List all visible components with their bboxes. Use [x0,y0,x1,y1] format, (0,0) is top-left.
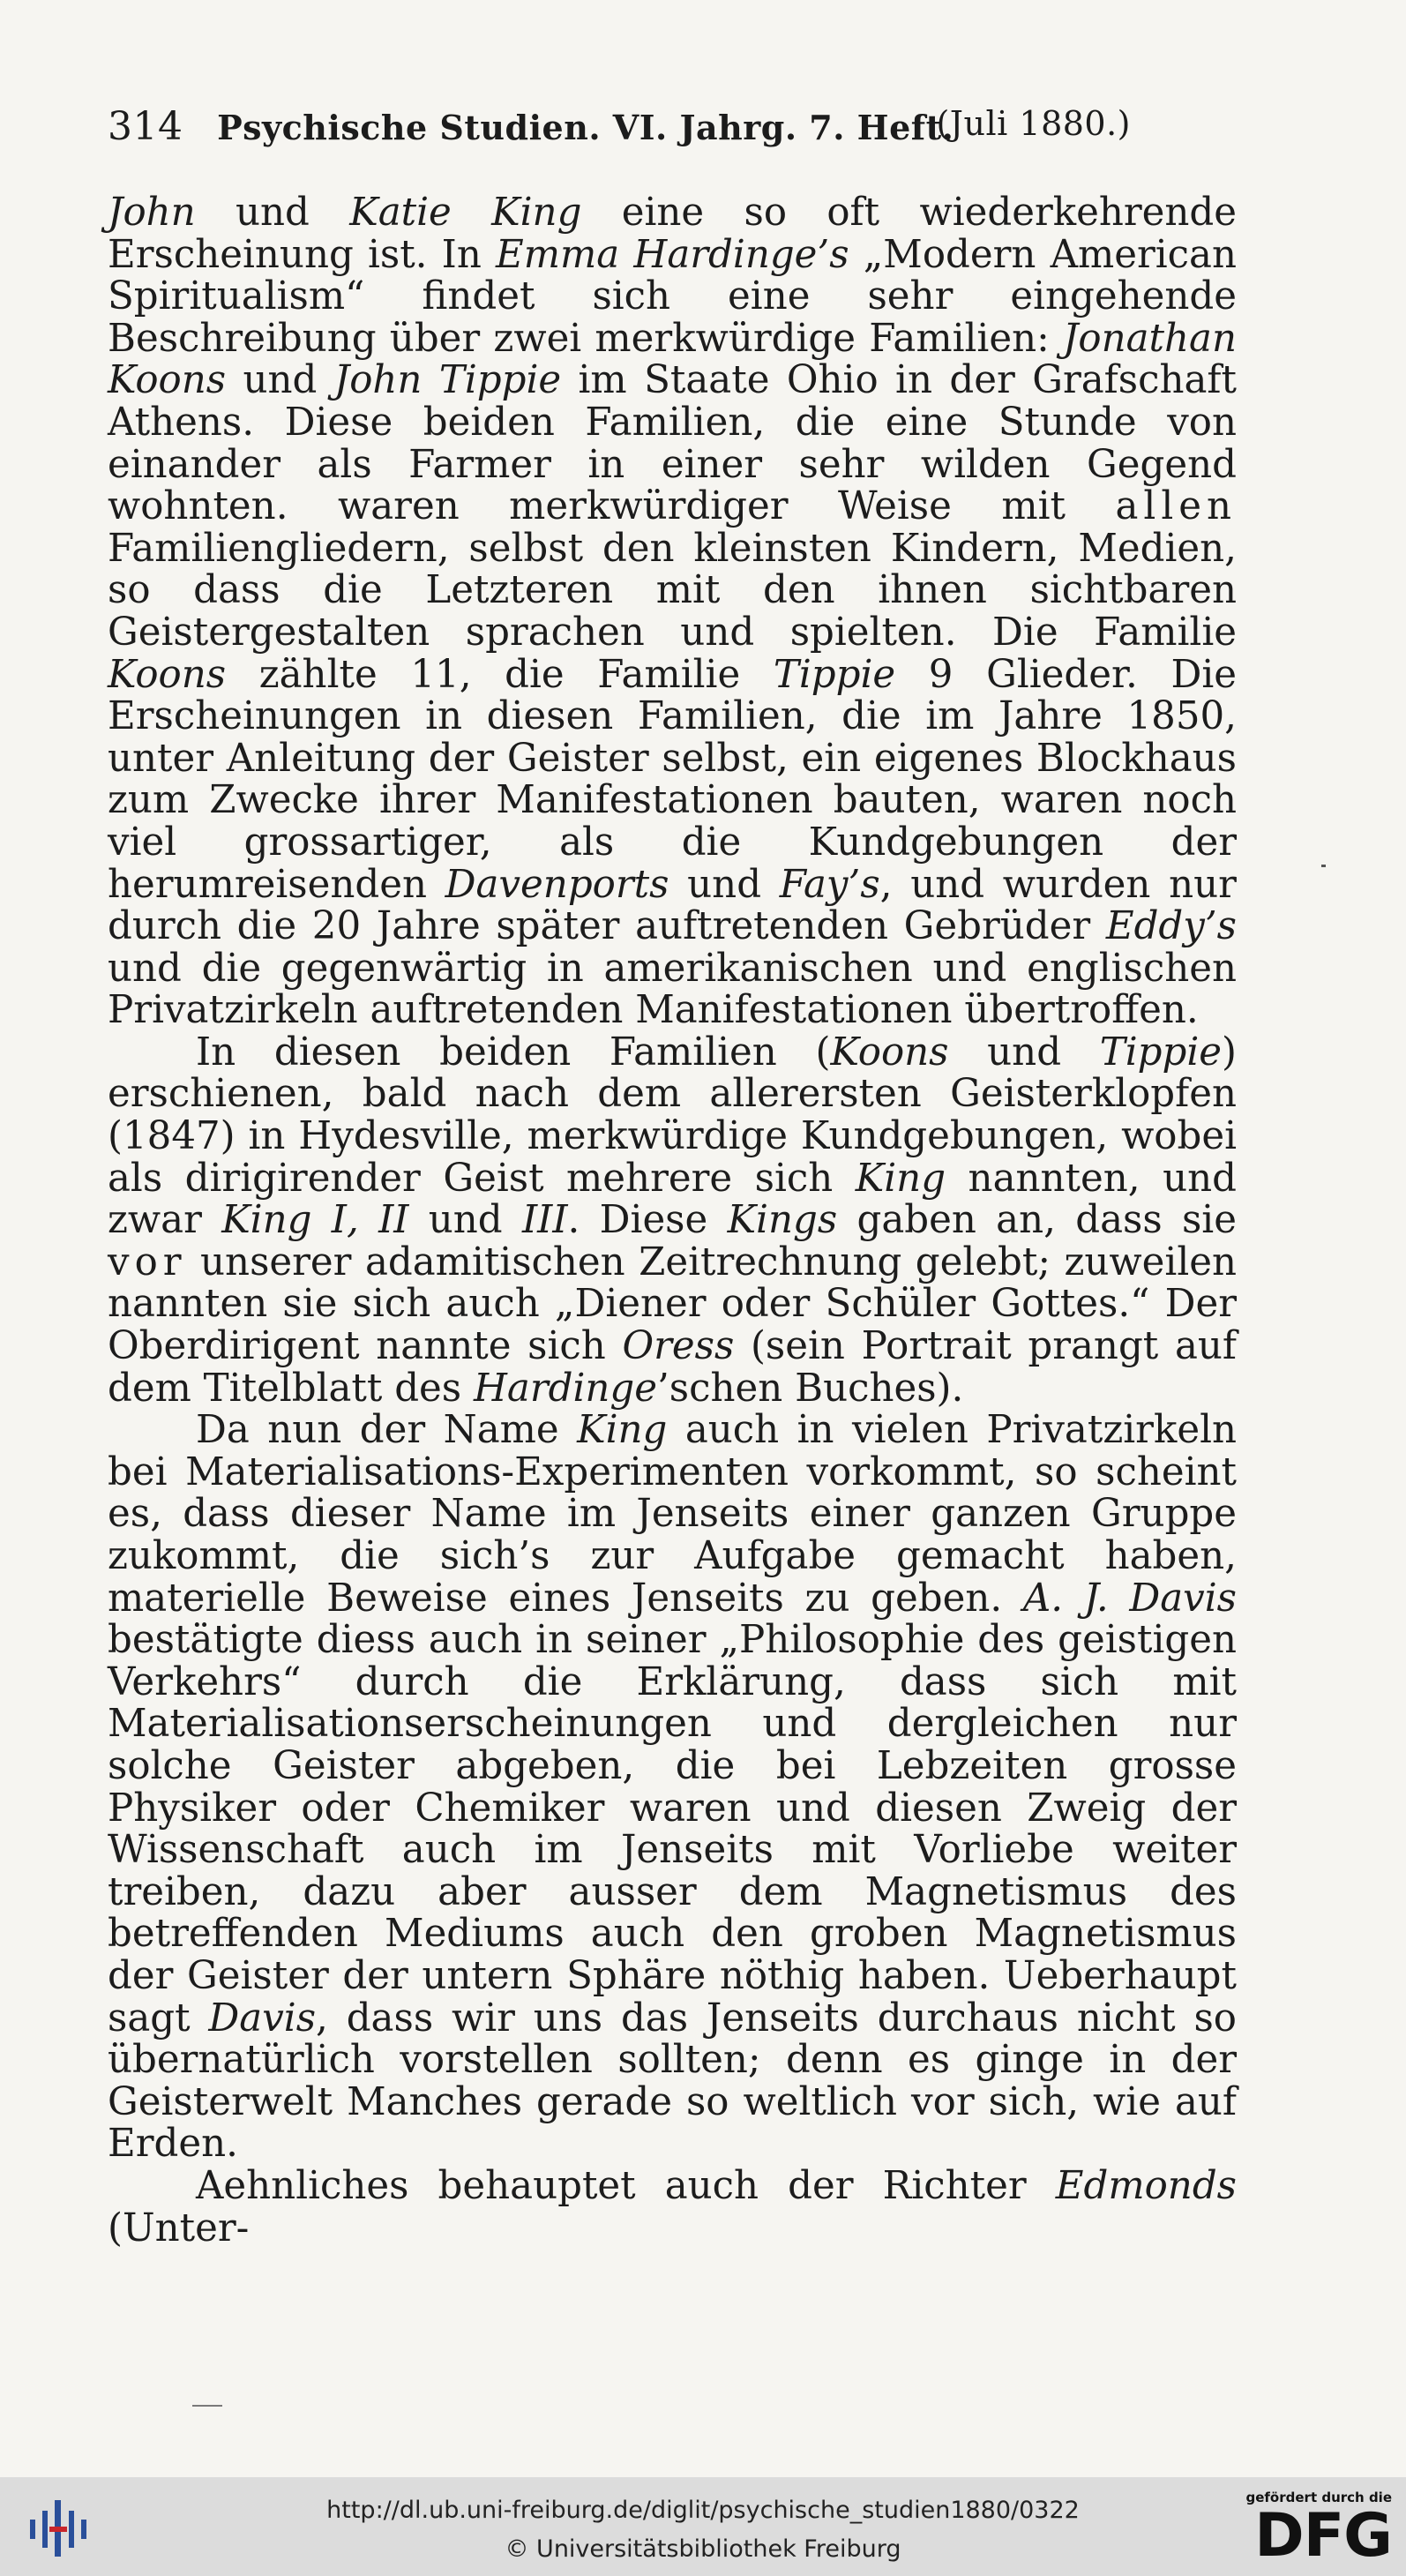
text-run: Aehnliches behauptet auch der Richter [196,2163,1056,2208]
italic-name: III [521,1198,568,1243]
italic-name: Davenports [445,862,669,907]
issue-date: (Juli 1880.) [936,104,1131,143]
text-run: und [948,1030,1100,1075]
copyright-notice: © Universitätsbibliothek Freiburg [505,2535,901,2563]
italic-name: Katie King [349,191,582,235]
text-run: ’schen Buches). [656,1366,964,1411]
text-run: und [195,191,350,235]
journal-title: Psychische Studien. VI. Jahrg. 7. Heft. [217,108,954,147]
italic-name: King [855,1156,946,1201]
text-run: ) erschienen, bald nach dem allerersten Geisterklopfen (1847) in Hydesville, merkwürdige Kundgebungen, wobei als dirigirender Geist mehrere sich [108,1030,1237,1201]
page-number: 314 [108,104,183,149]
text-run: , und wurden nur durch die 20 Jahre später auftretenden Gebrüder [108,862,1237,949]
funder-tagline: gefördert durch die [1245,2490,1392,2505]
italic-name: Tippie [773,652,896,697]
text-run: , dass wir uns das Jenseits durchaus nicht so übernatürlich vorstellen sollten; denn es ginge in der Geisterwelt Manches gerade so weltlich vor sich, wie auf Erden. [108,1996,1237,2167]
running-head [108,104,1131,149]
dfg-logo [1233,2490,1392,2569]
funder-name: DFG [1254,2501,1392,2571]
paragraph-1 [108,192,1237,1032]
text-run: im Staate Ohio in der Grafschaft Athens. Diese beiden Familien, die eine Stunde von einander als Farmer in einer sehr wilden Gegend wohnten. waren merkwürdiger Weise mit [108,358,1237,529]
text-run: und die gegenwärtig in amerikanischen und englischen Privatzirkeln auftretenden Manifestationen übertroffen. [108,946,1237,1033]
italic-name: Tippie [1099,1030,1222,1075]
italic-name: A. J. Davis [1022,1576,1237,1621]
italic-name: Koons [830,1030,949,1075]
italic-name: Fay’s [779,862,880,907]
italic-name: Eddy’s [1105,904,1237,949]
text-run: bestätigte diess auch in seiner „Philosophie des geistigen Verkehrs“ durch die Erklärung, dass sich mit Materialisationserscheinungen und dergleichen nur solche Geister abgeben, die bei Lebzeiten grosse Physiker oder Chemiker waren und diesen Zweig der Wissenschaft auch im Jenseits mit Vorliebe weiter treiben, dazu aber ausser dem Magnetismus des betreffenden Mediums auch den groben Magnetismus der Geister der untern Sphäre nöthig haben. Ueberhaupt sagt [108,1618,1237,2041]
text-run: eine so oft wiederkehrende Erscheinung ist. In [108,191,1237,277]
text-run: Familiengliedern, selbst den kleinsten Kindern, Medien, so dass die Letzteren mit den ihnen sichtbaren Geistergestalten sprachen und spielten. Die Familie [108,526,1237,655]
italic-name: Kings [727,1198,838,1243]
text-run: . Diese [567,1198,728,1243]
text-run: nannten, und zwar [108,1156,1237,1243]
paragraph-4 [108,2163,1237,2250]
italic-name: King [577,1408,668,1453]
text-run: 9 Glieder. Die Erscheinungen in diesen Familien, die im Jahre 1850, unter Anleitung der Geister selbst, ein eigenes Blockhaus zum Zwecke ihrer Manifestationen bauten, waren noch viel grossartiger, als die Kundgebungen der herumreisenden [108,652,1237,907]
italic-name: Koons [108,652,227,697]
text-run: und [408,1198,522,1243]
text-run: (sein Portrait prangt auf dem Titelblatt des [108,1324,1237,1411]
footnote-separator [192,2405,222,2407]
text-run: unserer adamitischen Zeitrechnung gelebt; zuweilen nannten sie sich auch „Diener oder Schüler Gottes.“ Der Oberdirigent nannte sich [108,1239,1237,1369]
spaced-emphasis: vor [108,1239,187,1284]
italic-name: Oress [622,1324,735,1369]
italic-name: Edmonds [1055,2163,1237,2208]
italic-name: Davis [208,1996,317,2041]
text-run: gaben an, dass sie [837,1198,1237,1243]
margin-mark [1321,865,1326,867]
text-run: Da nun der Name [196,1408,578,1453]
body-text [108,192,1237,2250]
spaced-emphasis: allen [1115,484,1237,529]
text-run: und [669,862,780,907]
italic-name: John [108,191,196,235]
text-run: In diesen beiden Familien ( [196,1030,831,1075]
paragraph-2 [108,1032,1237,1410]
italic-name: Emma Hardinge’s [496,232,849,277]
italic-name: King I, II [221,1198,409,1243]
permalink[interactable]: http://dl.ub.uni-freiburg.de/diglit/psychische_studien1880/0322 [326,2497,1080,2524]
italic-name: John Tippie [333,358,562,403]
text-run: „Modern American Spiritualism“ findet sich eine sehr eingehende Beschreibung über zwei merkwürdige Familien: [108,232,1237,361]
paragraph-3 [108,1410,1237,2166]
viewer-footer [0,2477,1406,2576]
text-run: auch in vielen Privatzirkeln bei Materialisations-Experimenten vorkommt, so scheint es, dass dieser Name im Jenseits einer ganzen Gruppe zukommt, die sich’s zur Aufgabe gemacht haben, materielle Beweise eines Jenseits zu geben. [108,1408,1238,1621]
italic-name: Hardinge [473,1366,657,1411]
italic-name: Jonathan Koons [108,316,1237,403]
text-run: zählte 11, die Familie [226,652,774,697]
text-run: (Unter- [108,2205,250,2250]
text-run: und [226,358,334,403]
